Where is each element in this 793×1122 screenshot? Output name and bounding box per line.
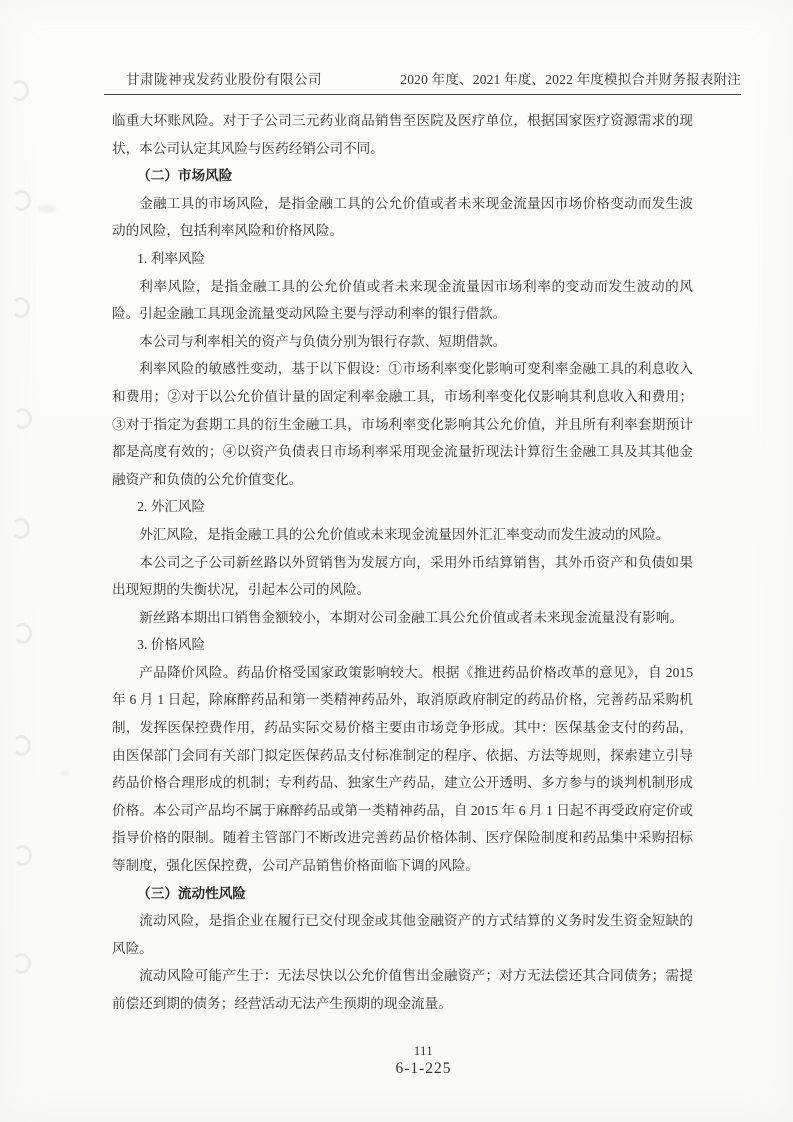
body-paragraph: 新丝路本期出口销售金额较小，本期对公司金融工具公允价值或者未来现金流量没有影响。 (139, 609, 683, 625)
binding-hole-artifact (13, 408, 32, 429)
report-title: 2020 年度、2021 年度、2022 年度模拟合并财务报表附注 (400, 72, 741, 87)
page-footer (0, 1044, 793, 1078)
body-paragraph: 本公司与利率相关的资产与负债分别为银行存款、短期借款。 (139, 333, 507, 349)
body-paragraph: 临重大坏账风险。对于子公司三元药业商品销售至医院及医疗单位，根据国家医疗资源需求的现状，本公司认定其风险与医药经销公司不同。 (112, 113, 693, 156)
binding-hole-artifact (13, 845, 32, 866)
body-paragraph: 产品降价风险。药品价格受国家政策影响较大。根据《推进药品价格改革的意见》，自 2015 年 6 月 1 日起，除麻醉药品和第一类精神药品外，取消原政府制定的药品价格，完善药品采购机制，发挥医保控费作用，药品实际交易价格主要由市场竞争形成。其中：医保基金支付的药品，由医保部门会同有关部门拟定医保药品支付标准制定的程序、依据、方法等规则，探索建立引导药品价格合理形成的机制；专利药品、独家生产药品，建立公开透明、多方参与的谈判机制形成价格。本公司产品均不属于麻醉药品或第一类精神药品，自 2015 年 6 月 1 日起不再受政府定价或指导价格的限制。随着主管部门不断改进完善药品价格体制、医疗保险制度和药品集中采购招标等制度，强化医保控费，公司产品销售价格面临下调的风险。 (112, 664, 693, 874)
body-paragraph: 利率风险，是指金融工具的公允价值或者未来现金流量因市场利率的变动而发生波动的风险。引起金融工具现金流量变动风险主要与浮动利率的银行借款。 (112, 278, 693, 322)
binding-hole-artifact (12, 735, 31, 756)
document-code: 6-1-225 (395, 1060, 452, 1077)
body-paragraph: 金融工具的市场风险，是指金融工具的公允价值或者未来现金流量因市场价格变动而发生波动的风险，包括利率风险和价格风险。 (112, 195, 693, 239)
sub-heading: 2. 外汇风险 (137, 499, 206, 515)
sub-heading: 1. 利率风险 (137, 250, 206, 266)
scan-smudge (60, 770, 70, 776)
binding-hole-artifact (12, 953, 31, 974)
body-paragraph: 本公司之子公司新丝路以外贸销售为发展方向，采用外币结算销售，其外币资产和负债如果出现短期的失衡状况，引起本公司的风险。 (112, 554, 693, 598)
binding-hole-artifact (10, 80, 29, 101)
body-paragraph: 外汇风险，是指金融工具的公允价值或未来现金流量因外汇汇率变动而发生波动的风险。 (139, 526, 670, 542)
body-paragraph: 流动风险可能产生于：无法尽快以公允价值售出金融资产；对方无法偿还其合同债务；需提前偿还到期的债务；经营活动无法产生预期的现金流量。 (112, 968, 693, 1011)
binding-hole-artifact (12, 190, 31, 211)
scan-smudge (38, 205, 56, 213)
sub-heading: 3. 价格风险 (137, 637, 206, 653)
document-body (112, 107, 693, 1018)
section-heading: （三）流动性风险 (137, 885, 246, 901)
binding-hole-artifact (13, 623, 32, 644)
section-heading: （二）市场风险 (137, 168, 233, 184)
body-paragraph: 利率风险的敏感性变动，基于以下假设：①市场利率变化影响可变利率金融工具的利息收入和费用；②对于以公允价值计量的固定利率金融工具，市场利率变化仅影响其利息收入和费用；③对于指定为套期工具的衍生金融工具，市场利率变化影响其公允价值，并且所有利率套期预计都是高度有效的；④以资产负债表日市场利率采用现金流量折现法计算衍生金融工具及其其他金融资产和负债的公允价值变化。 (112, 361, 693, 487)
page-header (104, 72, 741, 95)
binding-hole-artifact (11, 297, 30, 318)
binding-hole-artifact (11, 518, 30, 539)
company-name: 甘肃陇神戎发药业股份有限公司 (126, 72, 322, 87)
body-paragraph: 流动风险，是指企业在履行已交付现金或其他金融资产的方式结算的义务时发生资金短缺的风险。 (112, 913, 693, 956)
page-number: 111 (413, 1044, 434, 1058)
